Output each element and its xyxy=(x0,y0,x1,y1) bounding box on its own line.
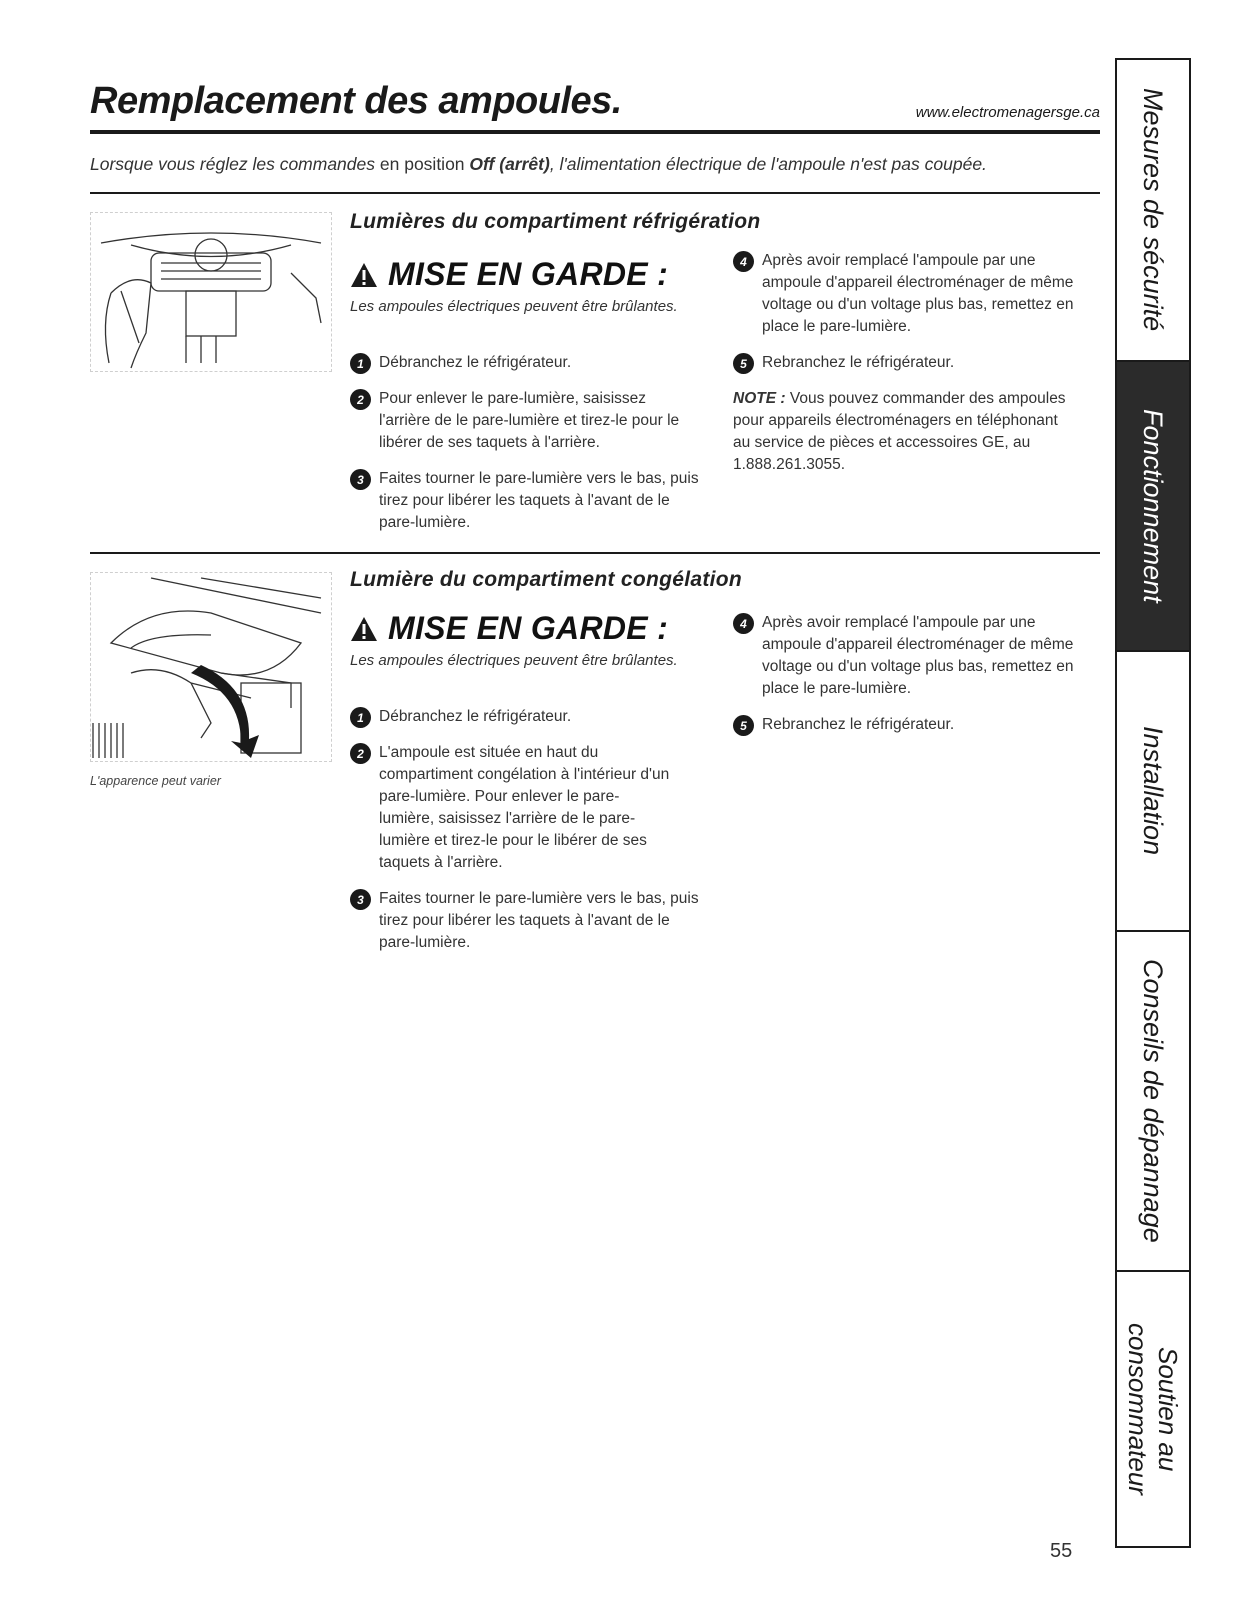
freezer-step-3 xyxy=(350,888,700,954)
intro-part2: en position xyxy=(379,154,465,174)
step-number: 4 xyxy=(733,251,754,272)
fridge-caution-heading xyxy=(350,256,668,293)
tab-installation[interactable] xyxy=(1117,650,1189,930)
page-title: Remplacement des ampoules. xyxy=(90,80,622,122)
step-number: 3 xyxy=(350,889,371,910)
step-text: Après avoir remplacé l'ampoule par une ampoule d'appareil électroménager de même voltage ou d'un voltage plus bas, remettez en place le pare-lumière. xyxy=(762,614,1074,697)
fridge-step-2 xyxy=(350,388,700,454)
step-text: Après avoir remplacé l'ampoule par une ampoule d'appareil électroménager de même voltage ou d'un voltage plus bas, remettez en place le pare-lumière. xyxy=(762,252,1074,335)
intro-part4: , l'alimentation électrique de l'ampoule n'est pas coupée. xyxy=(549,154,987,174)
freezer-figure-caption: L'apparence peut varier xyxy=(90,774,221,788)
warning-triangle-icon xyxy=(350,616,378,642)
step-text: Débranchez le réfrigérateur. xyxy=(379,354,572,371)
fridge-step-3 xyxy=(350,468,700,534)
tab-label: Mesures de sécurité xyxy=(1138,88,1168,332)
tab-label: Soutien au consommateur xyxy=(1123,1323,1183,1495)
freezer-steps-left xyxy=(350,706,700,954)
fridge-section-title: Lumières du compartiment réfrigération xyxy=(350,210,761,233)
note-label: NOTE : xyxy=(733,390,786,407)
freezer-light-figure xyxy=(90,572,332,762)
note-text: Vous pouvez commander des ampoules pour appareils électroménagers en téléphonant au service de pièces et accessoires GE, au 1.888.261.3055. xyxy=(733,390,1066,473)
intro-part1: Lorsque vous réglez les commandes xyxy=(90,154,376,174)
fridge-caution-title: MISE EN GARDE : xyxy=(388,256,669,292)
fridge-steps-left xyxy=(350,352,700,534)
freezer-step-1 xyxy=(350,706,700,728)
fridge-step-5 xyxy=(733,352,1078,374)
step-text: Faites tourner le pare-lumière vers le bas, puis tirez pour libérer les taquets à l'avant de le pare-lumière. xyxy=(379,470,699,531)
step-number: 5 xyxy=(733,715,754,736)
freezer-section-title: Lumière du compartiment congélation xyxy=(350,568,743,591)
fridge-note xyxy=(733,388,1078,476)
tab-fonctionnement[interactable] xyxy=(1117,360,1189,650)
step-number: 1 xyxy=(350,353,371,374)
fridge-caution-text: Les ampoules électriques peuvent être brûlantes. xyxy=(350,298,678,315)
step-text: Rebranchez le réfrigérateur. xyxy=(762,354,955,371)
freezer-caution-heading xyxy=(350,610,668,647)
step-text: Rebranchez le réfrigérateur. xyxy=(762,716,955,733)
step-text: Faites tourner le pare-lumière vers le bas, puis tirez pour libérer les taquets à l'avant de le pare-lumière. xyxy=(379,890,699,951)
fridge-light-figure xyxy=(90,212,332,372)
fridge-light-illustration xyxy=(91,213,331,371)
intro-part3: Off (arrêt) xyxy=(469,154,550,174)
intro-text xyxy=(90,154,1100,175)
step-text: Débranchez le réfrigérateur. xyxy=(379,708,572,725)
step-number: 4 xyxy=(733,613,754,634)
freezer-step-4 xyxy=(733,612,1078,700)
tab-conseils-de-depannage[interactable] xyxy=(1117,930,1189,1270)
freezer-steps-right xyxy=(733,612,1078,736)
step-text: L'ampoule est située en haut du compartiment congélation à l'intérieur d'un pare-lumière. Pour enlever le pare-lumière, saisissez l'arrière de le pare-lumière et tirez-le pour le libérer de ses taquets à l'arrière. xyxy=(379,744,670,871)
tab-label: Fonctionnement xyxy=(1138,409,1168,603)
title-rule xyxy=(90,130,1100,134)
tab-label: Conseils de dépannage xyxy=(1138,959,1168,1243)
warning-triangle-icon xyxy=(350,262,378,288)
step-number: 1 xyxy=(350,707,371,728)
website-link[interactable]: www.electromenagersge.ca xyxy=(915,104,1100,121)
freezer-light-illustration xyxy=(91,573,331,761)
page-number: 55 xyxy=(1050,1540,1073,1562)
tab-soutien-au-consommateur[interactable] xyxy=(1117,1270,1189,1546)
tab-mesures-de-securite[interactable] xyxy=(1117,60,1189,360)
step-number: 3 xyxy=(350,469,371,490)
step-number: 2 xyxy=(350,389,371,410)
freezer-step-5 xyxy=(733,714,1078,736)
section-rule-top xyxy=(90,192,1100,194)
freezer-caution-title: MISE EN GARDE : xyxy=(388,610,669,646)
freezer-step-2 xyxy=(350,742,670,874)
step-number: 5 xyxy=(733,353,754,374)
step-text: Pour enlever le pare-lumière, saisissez l'arrière de le pare-lumière et tirez-le pour le libérer de ses taquets à l'arrière. xyxy=(379,390,680,451)
freezer-caution-text: Les ampoules électriques peuvent être brûlantes. xyxy=(350,652,678,669)
section-rule-middle xyxy=(90,552,1100,554)
step-number: 2 xyxy=(350,743,371,764)
fridge-steps-right xyxy=(733,250,1078,476)
tab-label: Installation xyxy=(1138,726,1168,856)
fridge-step-1 xyxy=(350,352,700,374)
side-tab-navigation xyxy=(1115,58,1191,1548)
fridge-step-4 xyxy=(733,250,1078,338)
